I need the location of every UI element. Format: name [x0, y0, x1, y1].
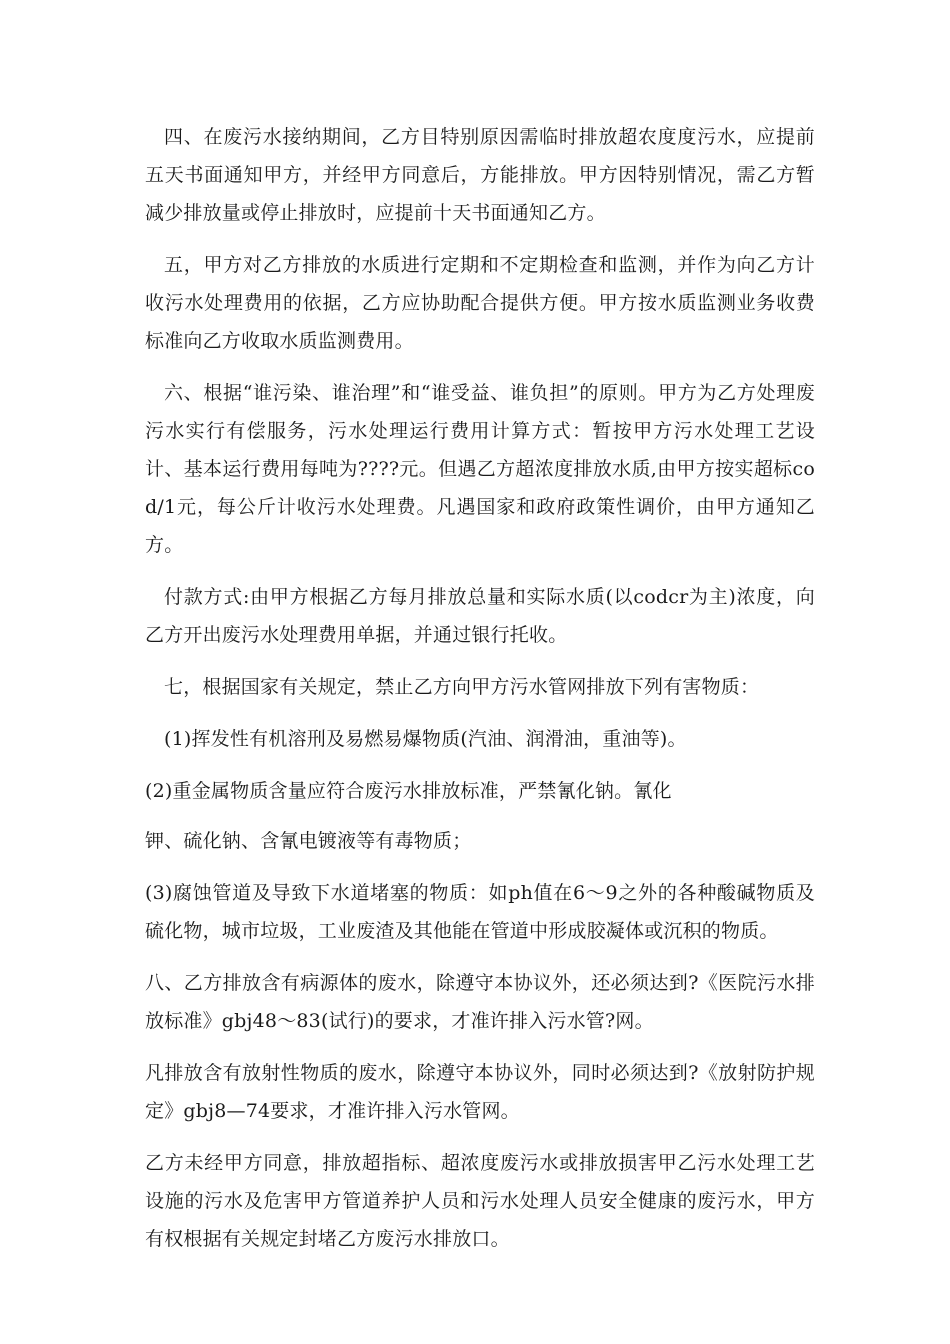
unauthorized-discharge-paragraph: 乙方未经甲方同意，排放超指标、超浓度废污水或排放损害甲乙污水处理工艺设施的污水及危害甲方管道养护人员和污水处理人员安全健康的废污水，甲方有权根据有关规定封堵乙方废污水排放口。 — [145, 1152, 815, 1250]
clause-7-item-2-continued: 钾、硫化钠、含氰电镀液等有毒物质； — [145, 830, 472, 852]
payment-method-paragraph: 付款方式:由甲方根据乙方每月排放总量和实际水质(以codcr为主)浓度，向乙方开出废污水处理费用单据，并通过银行托收。 — [145, 586, 815, 646]
clause-5-paragraph: 五，甲方对乙方排放的水质进行定期和不定期检查和监测，并作为向乙方计收污水处理费用的依据，乙方应协助配合提供方便。甲方按水质监测业务收费标准向乙方收取水质监测费用。 — [145, 254, 815, 352]
clause-7-item-3: (3)腐蚀管道及导致下水道堵塞的物质：如ph值在6～9之外的各种酸碱物质及硫化物，城市垃圾，工业废渣及其他能在管道中形成胶凝体或沉积的物质。 — [145, 882, 815, 942]
clause-7-item-1: (1)挥发性有机溶刑及易燃易爆物质(汽油、润滑油，重油等)。 — [164, 728, 687, 750]
clause-8-paragraph: 八、乙方排放含有病源体的废水，除遵守本协议外，还必须达到?《医院污水排放标准》gbj48～83(试行)的要求，才准许排入污水管?网。 — [145, 972, 815, 1032]
clause-7-paragraph: 七，根据国家有关规定，禁止乙方向甲方污水管网排放下列有害物质： — [164, 676, 760, 698]
clause-4-paragraph: 四、在废污水接纳期间，乙方目特别原因需临时排放超农度度污水，应提前五天书面通知甲方，并经甲方同意后，方能排放。甲方因特别情况，需乙方暂减少排放量或停止排放时，应提前十天书面通知乙方。 — [145, 126, 815, 224]
clause-6-paragraph: 六、根据“谁污染、谁治理”和“谁受益、谁负担”的原则。甲方为乙方处理废污水实行有偿服务，污水处理运行费用计算方式：暂按甲方污水处理工艺设计、基本运行费用每吨为????元。但遇乙方超浓度排放水质,由甲方按实超标cod/1元，每公斤计收污水处理费。凡遇国家和政府政策性调价，由甲方通知乙方。 — [145, 382, 815, 556]
document-body — [145, 118, 815, 1272]
radioactive-wastewater-paragraph: 凡排放含有放射性物质的废水，除遵守本协议外，同时必须达到?《放射防护规定》gbj8—74要求，才准许排入污水管网。 — [145, 1062, 815, 1122]
clause-7-item-2: (2)重金属物质含量应符合废污水排放标准，严禁氰化钠。氰化 — [145, 780, 672, 802]
